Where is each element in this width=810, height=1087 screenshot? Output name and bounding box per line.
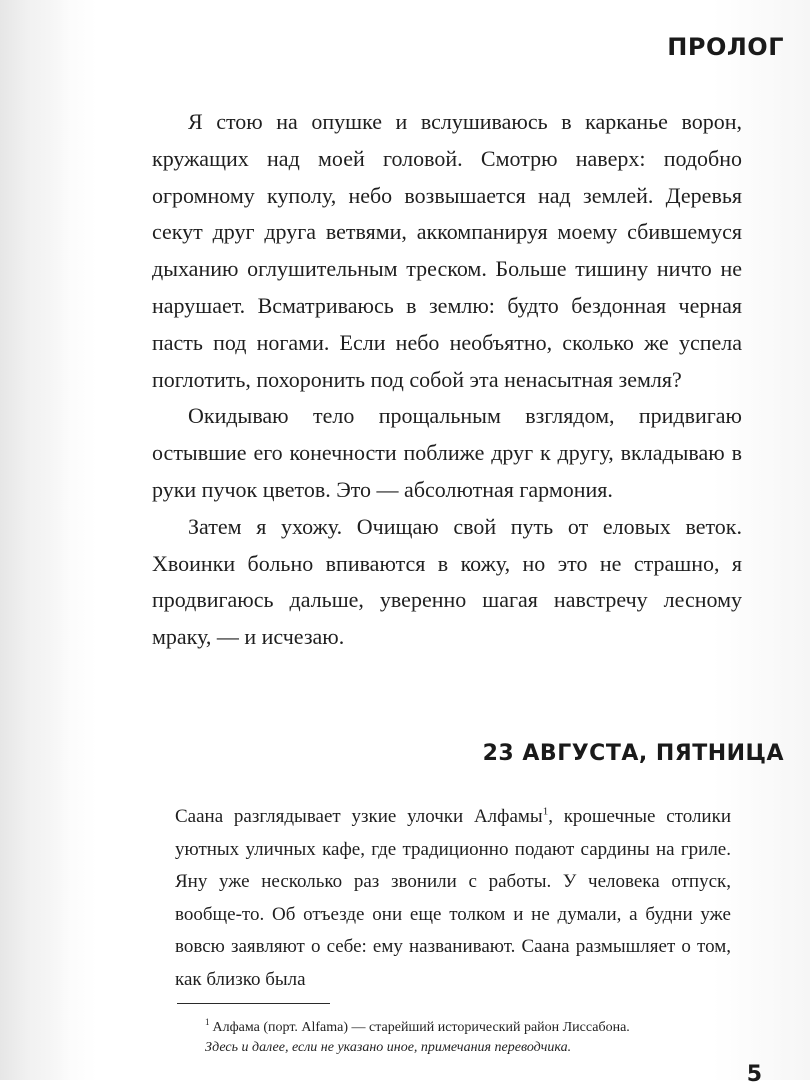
prologue-heading: ПРОЛОГ [667, 33, 784, 61]
prologue-text [152, 104, 742, 656]
chapter-date-heading: 23 АВГУСТА, ПЯТНИЦА [482, 741, 784, 766]
footnote-reference: 1 [542, 805, 549, 818]
footnote-number: 1 [205, 1017, 210, 1028]
page-number: 5 [746, 1062, 762, 1087]
footnote-line-2: Здесь и далее, если не указано иное, примечания переводчика. [205, 1040, 572, 1055]
chapter-text-before-ref: Саана разглядывает узкие улочки Алфамы [175, 806, 543, 827]
footnote [205, 1018, 745, 1058]
prologue-paragraph-3: Затем я ухожу. Очищаю свой путь от еловых веток. Хвоинки больно впиваются в кожу, но это не страшно, я продвигаюсь дальше, уверенно шагая навстречу лесному мраку, — и исчезаю. [152, 513, 742, 650]
footnote-divider [177, 1003, 330, 1004]
chapter-text [175, 801, 731, 996]
chapter-paragraph [175, 801, 731, 996]
chapter-text-after-ref: , крошечные столики уютных уличных кафе, где традиционно подают сардины на гриле. Яну уже несколько раз звонили с работы. У человека отпуск, вообще-то. Об отъезде они еще толком и не думали, а будни уже вовсю заявляют о себе: ему названивают. Саана размышляет о том, как близко была [175, 806, 731, 990]
prologue-paragraph-1: Я стою на опушке и вслушиваюсь в карканье ворон, кружащих над моей головой. Смотрю наверх: подобно огромному куполу, небо возвышается над землей. Деревья секут друг друга ветвями, аккомпанируя моему сбившемуся дыханию оглушительным треском. Больше тишину ничто не нарушает. Всматриваюсь в землю: будто бездонная черная пасть под ногами. Если небо необъятно, сколько же успела поглотить, похоронить под собой эта ненасытная земля? [152, 109, 742, 392]
footnote-line-1-text: Алфама (порт. Alfama) — старейший исторический район Лиссабона. [212, 1020, 630, 1035]
prologue-paragraph-2: Окидываю тело прощальным взглядом, придвигаю остывшие его конечности поближе друг к другу, вкладываю в руки пучок цветов. Это — абсолютная гармония. [152, 403, 742, 502]
page-gutter-shadow [0, 0, 70, 1080]
footnote-line-1 [205, 1018, 745, 1038]
